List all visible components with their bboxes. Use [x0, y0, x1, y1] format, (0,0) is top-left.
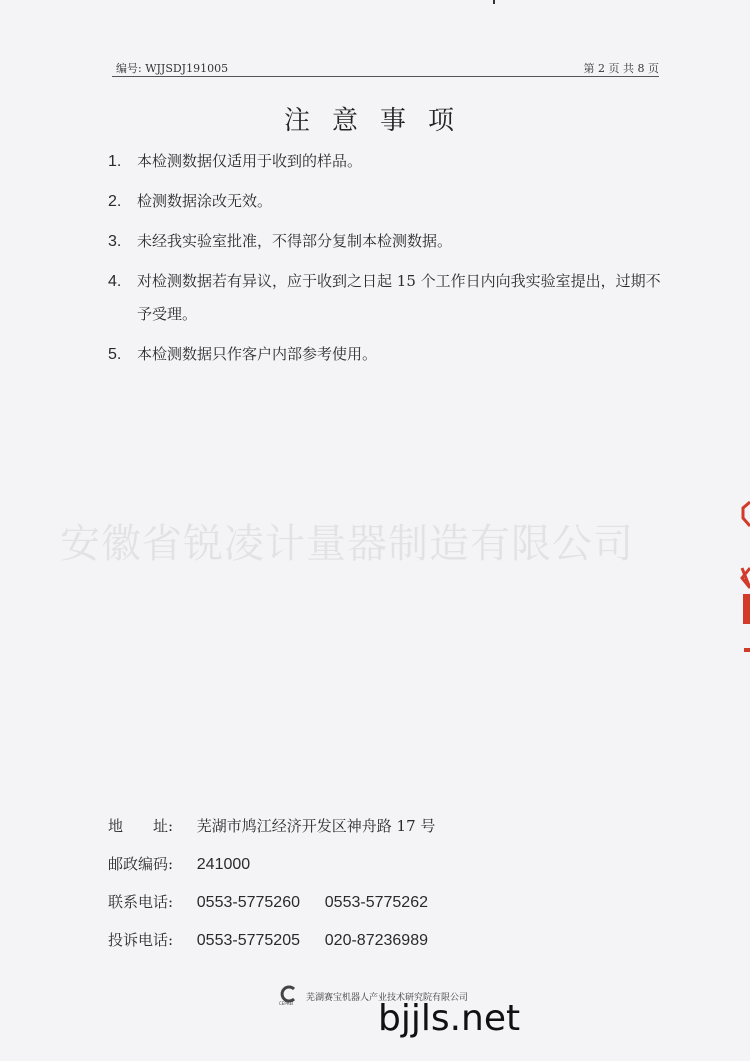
- contact-info: [108, 812, 435, 964]
- note-number: 4.: [108, 273, 122, 290]
- note-text: 本检测数据只作客户内部参考使用。: [137, 345, 378, 363]
- phone-value-2: 0553-5775262: [324, 894, 428, 911]
- postcode-value: 241000: [196, 856, 251, 873]
- institute-name: 芜湖赛宝机器人产业技术研究院有限公司: [306, 993, 469, 1003]
- postcode-label: 邮政编码:: [108, 855, 174, 873]
- note-text: 本检测数据仅适用于收到的样品。: [137, 152, 363, 170]
- note-text: 检测数据涂改无效。: [137, 192, 273, 210]
- ceprei-logo-icon: [278, 984, 302, 1006]
- address-label: 地 址:: [108, 817, 174, 835]
- phone-label: 联系电话:: [108, 893, 174, 911]
- phone-row: [108, 888, 435, 926]
- site-watermark: bjjls.net: [378, 998, 521, 1039]
- list-item: [108, 338, 668, 371]
- page-info: 第 2 页 共 8 页: [583, 62, 659, 75]
- phone-value-1: 0553-5775260: [196, 894, 300, 911]
- address-row: [108, 812, 435, 850]
- note-text: 对检测数据若有异议，应于收到之日起 15 个工作日内向我实验室提出，过期不予受理。: [137, 272, 661, 323]
- notes-list: [108, 145, 668, 378]
- page-header: [112, 58, 659, 77]
- complaint-value-2: 020-87236989: [324, 932, 428, 949]
- note-number: 2.: [108, 193, 122, 210]
- company-watermark: 安徽省锐凌计量器制造有限公司: [60, 521, 634, 567]
- address-value: 芜湖市鸠江经济开发区神舟路 17 号: [196, 817, 436, 835]
- page-title: 注意事项: [283, 106, 476, 136]
- note-number: 5.: [108, 346, 122, 363]
- note-number: 3.: [108, 233, 122, 250]
- scan-mark: [493, 0, 495, 4]
- svg-text:CEPREI: CEPREI: [279, 1001, 294, 1006]
- red-stamp-edge: [740, 498, 750, 668]
- postcode-row: [108, 850, 435, 888]
- list-item: [108, 145, 668, 178]
- complaint-value-1: 0553-5775205: [196, 932, 300, 949]
- list-item: [108, 185, 668, 218]
- list-item: [108, 265, 668, 331]
- note-text: 未经我实验室批准，不得部分复制本检测数据。: [137, 232, 453, 250]
- complaint-label: 投诉电话:: [108, 931, 174, 949]
- complaint-row: [108, 926, 435, 964]
- doc-number: 编号: WJJSDJ191005: [116, 62, 229, 75]
- note-number: 1.: [108, 153, 122, 170]
- list-item: [108, 225, 668, 258]
